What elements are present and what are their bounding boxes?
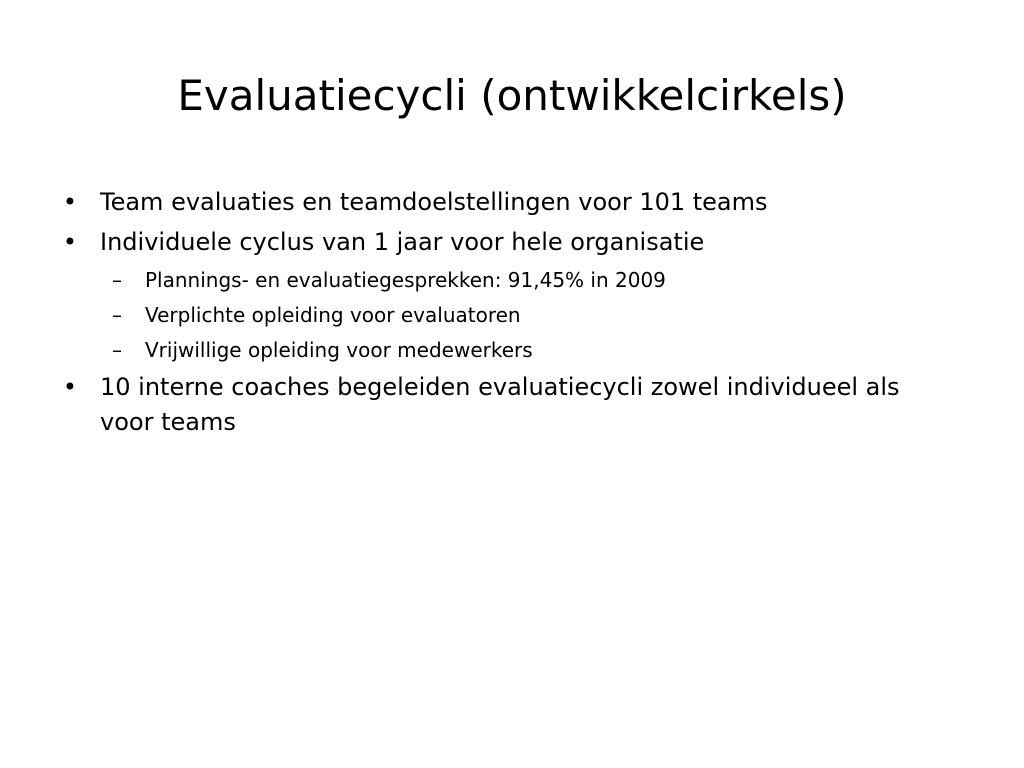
bullet-item bbox=[60, 370, 950, 440]
bullet-icon: • bbox=[62, 188, 78, 216]
sub-bullet-item bbox=[100, 335, 950, 365]
bullet-list bbox=[60, 185, 950, 445]
sub-bullet-text: Plannings- en evaluatiegesprekken: 91,45% in 2009 bbox=[145, 268, 666, 292]
sub-bullet-item bbox=[100, 300, 950, 330]
bullet-item bbox=[60, 185, 950, 220]
dash-icon: – bbox=[112, 268, 122, 292]
bullet-text: 10 interne coaches begeleiden evaluatiecycli zowel individueel als voor teams bbox=[100, 373, 900, 436]
bullet-text: Team evaluaties en teamdoelstellingen voor 101 teams bbox=[100, 188, 768, 216]
sub-bullet-text: Vrijwillige opleiding voor medewerkers bbox=[145, 338, 533, 362]
bullet-icon: • bbox=[62, 373, 78, 401]
slide-title: Evaluatiecycli (ontwikkelcirkels) bbox=[177, 71, 847, 120]
dash-icon: – bbox=[112, 303, 122, 327]
sub-bullet-list bbox=[100, 265, 950, 365]
sub-bullet-text: Verplichte opleiding voor evaluatoren bbox=[145, 303, 521, 327]
bullet-icon: • bbox=[62, 228, 78, 256]
sub-bullet-item bbox=[100, 265, 950, 295]
bullet-text: Individuele cyclus van 1 jaar voor hele organisatie bbox=[100, 228, 705, 256]
bullet-item bbox=[60, 225, 950, 365]
dash-icon: – bbox=[112, 338, 122, 362]
